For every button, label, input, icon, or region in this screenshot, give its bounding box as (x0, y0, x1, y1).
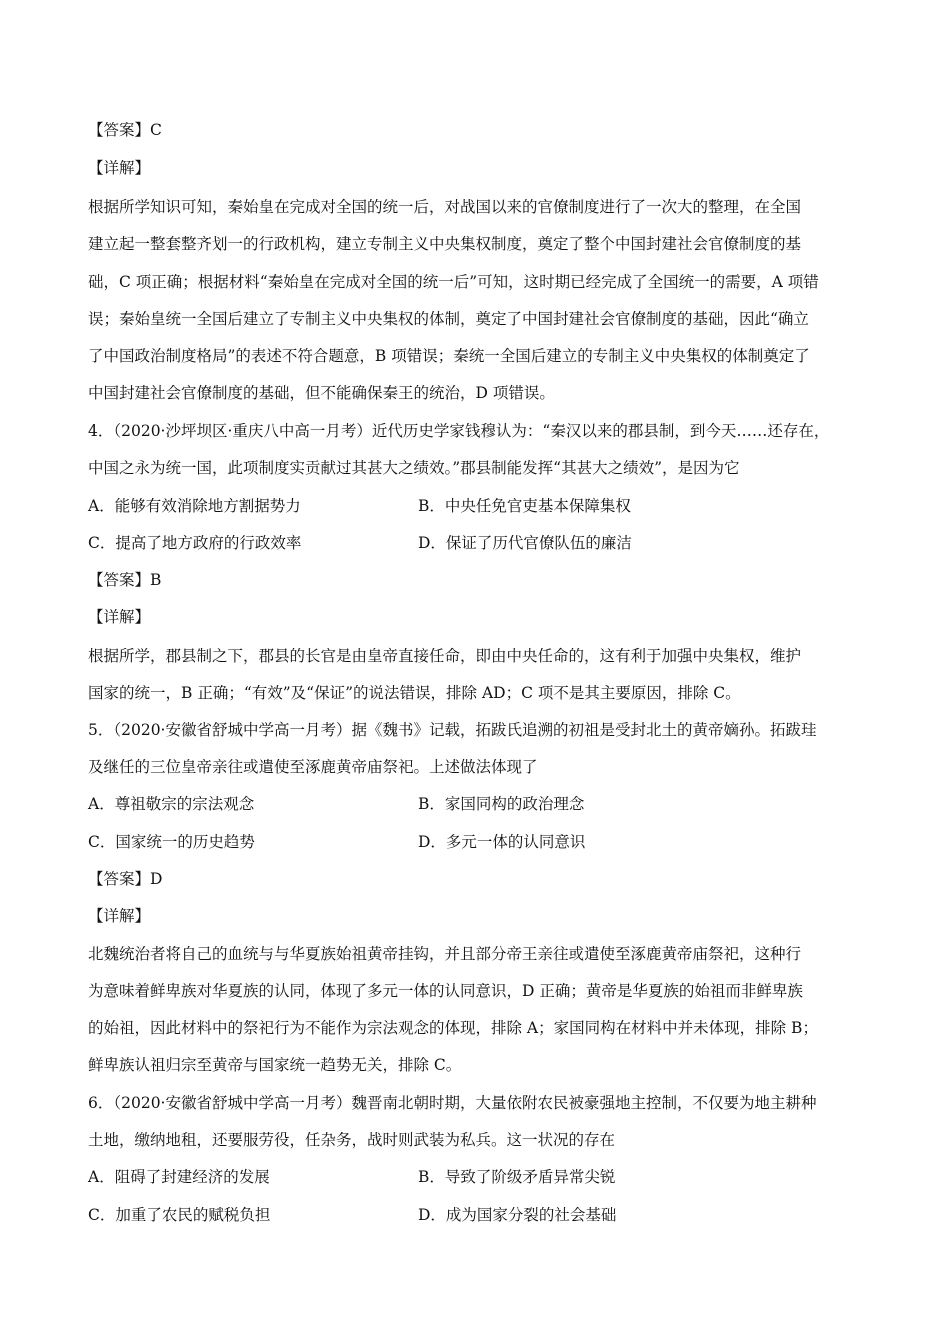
q6-option-d: D．成为国家分裂的社会基础 (418, 1206, 617, 1224)
q3-answer: 【答案】C (88, 121, 162, 139)
q3-explanation-line-3: 础，C 项正确；根据材料“秦始皇在完成对全国的统一后”可知，这时期已经完成了全国统一的需要，A 项错 (88, 273, 819, 291)
q5-explanation-line-3: 的始祖，因此材料中的祭祀行为不能作为宗法观念的体现，排除 A；家国同构在材料中并未体现，排除 B； (88, 1019, 818, 1037)
q6-stem-line-2: 土地，缴纳地租，还要服劳役，任杂务，战时则武装为私兵。这一状况的存在 (88, 1131, 616, 1149)
q5-option-d: D．多元一体的认同意识 (418, 833, 586, 851)
q6-stem-line-1: 6．（2020·安徽省舒城中学高一月考）魏晋南北朝时期，大量依附农民被豪强地主控制，不仅要为地主耕种 (88, 1094, 817, 1112)
q5-option-b: B．家国同构的政治理念 (418, 795, 585, 813)
q5-option-a: A．尊祖敬宗的宗法观念 (88, 795, 255, 813)
q4-option-a: A．能够有效消除地方割据势力 (88, 497, 301, 515)
q6-option-a: A．阻碍了封建经济的发展 (88, 1168, 270, 1186)
q5-explanation-line-1: 北魏统治者将自己的血统与与华夏族始祖黄帝挂钩，并且部分帝王亲往或遣使至涿鹿黄帝庙祭祀，这种行 (88, 945, 802, 963)
q4-explanation-line-2: 国家的统一，B 正确；“有效”及“保证”的说法错误，排除 AD；C 项不是其主要原因，排除 C。 (88, 684, 741, 702)
q4-detail-label: 【详解】 (88, 608, 151, 626)
q3-detail-label: 【详解】 (88, 159, 151, 177)
q4-stem-line-2: 中国之永为统一国，此项制度实贡献过其甚大之绩效。”郡县制能发挥“其甚大之绩效”，是因为它 (88, 459, 740, 477)
q5-stem-line-2: 及继任的三位皇帝亲往或遣使至涿鹿黄帝庙祭祀。上述做法体现了 (88, 758, 538, 776)
q4-explanation-line-1: 根据所学，郡县制之下，郡县的长官是由皇帝直接任命，即由中央任命的，这有利于加强中央集权，维护 (88, 647, 802, 665)
q5-detail-label: 【详解】 (88, 907, 151, 925)
q3-explanation-line-2: 建立起一整套整齐划一的行政机构，建立专制主义中央集权制度，奠定了整个中国封建社会官僚制度的基 (88, 235, 802, 253)
q3-explanation-line-6: 中国封建社会官僚制度的基础，但不能确保秦王的统治，D 项错误。 (88, 384, 555, 402)
q5-explanation-line-2: 为意味着鲜卑族对华夏族的认同，体现了多元一体的认同意识，D 正确；黄帝是华夏族的始祖而非鲜卑族 (88, 982, 803, 1000)
q5-explanation-line-4: 鲜卑族认祖归宗至黄帝与国家统一趋势无关，排除 C。 (88, 1056, 462, 1074)
q5-answer: 【答案】D (88, 870, 163, 888)
q3-explanation-line-5: 了中国政治制度格局”的表述不符合题意，B 项错误；秦统一全国后建立的专制主义中央集权的体制奠定了 (88, 347, 810, 365)
q5-option-c: C．国家统一的历史趋势 (88, 833, 255, 851)
q4-stem-line-1: 4．（2020·沙坪坝区·重庆八中高一月考）近代历史学家钱穆认为：“秦汉以来的郡县制，到今天……还存在， (88, 422, 830, 440)
q4-option-c: C．提高了地方政府的行政效率 (88, 534, 302, 552)
q5-stem-line-1: 5．（2020·安徽省舒城中学高一月考）据《魏书》记载，拓跋氏追溯的初祖是受封北土的黄帝嫡孙。拓跋珪 (88, 721, 817, 739)
q6-option-b: B．导致了阶级矛盾异常尖锐 (418, 1168, 616, 1186)
q3-explanation-line-4: 误；秦始皇统一全国后建立了专制主义中央集权的体制，奠定了中国封建社会官僚制度的基础，因此“确立 (88, 310, 809, 328)
q3-explanation-line-1: 根据所学知识可知，秦始皇在完成对全国的统一后，对战国以来的官僚制度进行了一次大的整理，在全国 (88, 198, 802, 216)
q4-answer: 【答案】B (88, 571, 162, 589)
q4-option-d: D．保证了历代官僚队伍的廉洁 (418, 534, 632, 552)
q6-option-c: C．加重了农民的赋税负担 (88, 1206, 271, 1224)
q4-option-b: B．中央任免官吏基本保障集权 (418, 497, 631, 515)
